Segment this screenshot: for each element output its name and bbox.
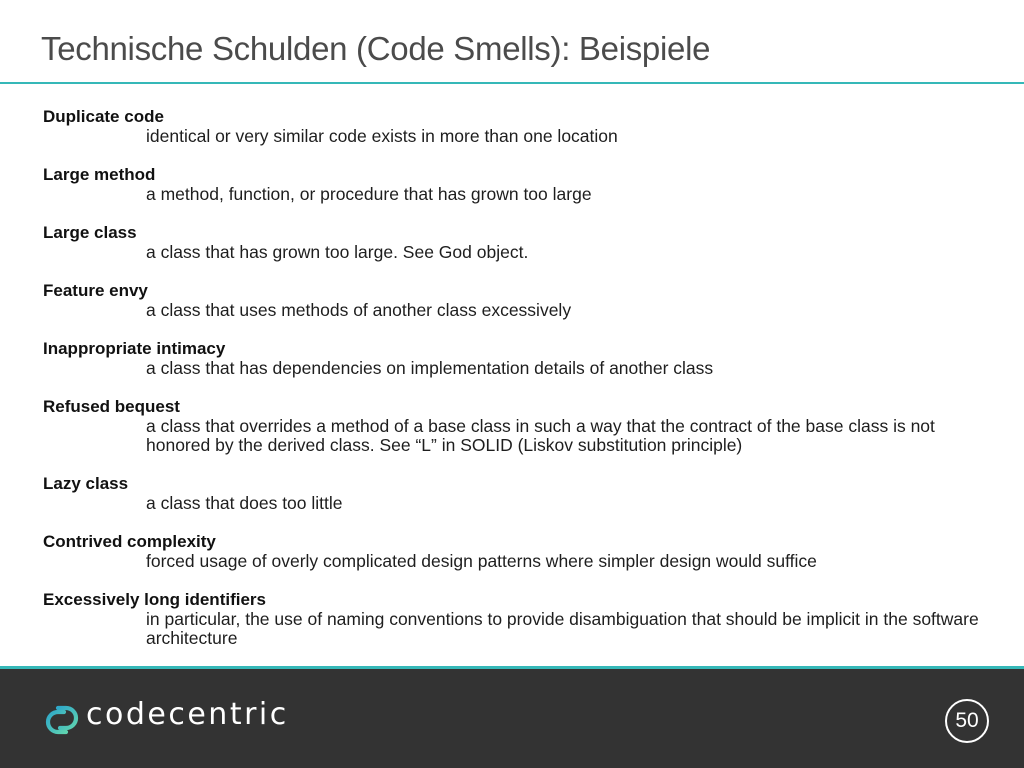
list-item [43, 397, 993, 455]
slide-title: Technische Schulden (Code Smells): Beispiele [41, 30, 711, 67]
title-divider [0, 82, 1024, 84]
brand-name: codecentric [86, 697, 289, 732]
list-item [43, 532, 993, 571]
smell-description: a method, function, or procedure that has grown too large [146, 184, 592, 204]
list-item [43, 107, 993, 146]
code-smell-list [43, 107, 993, 667]
page-number: 50 [945, 699, 989, 743]
list-item [43, 339, 993, 378]
smell-term: Duplicate code [43, 107, 164, 126]
smell-term: Excessively long identifiers [43, 590, 266, 609]
footer-bar [0, 669, 1024, 768]
smell-term: Lazy class [43, 474, 129, 493]
list-item [43, 165, 993, 204]
smell-description: forced usage of overly complicated design patterns where simpler design would suffice [146, 551, 817, 571]
list-item [43, 474, 993, 513]
smell-term: Feature envy [43, 281, 148, 300]
smell-description: in particular, the use of naming conventions to provide disambiguation that should be implicit in the software architecture [146, 609, 979, 648]
smell-term: Large method [43, 165, 156, 184]
list-item [43, 281, 993, 320]
smell-term: Inappropriate intimacy [43, 339, 226, 358]
codecentric-swirl-logo-icon [44, 704, 80, 736]
smell-term: Contrived complexity [43, 532, 216, 551]
smell-term: Large class [43, 223, 137, 242]
smell-description: a class that uses methods of another class excessively [146, 300, 572, 320]
list-item [43, 223, 993, 262]
smell-term: Refused bequest [43, 397, 180, 416]
list-item [43, 590, 993, 648]
smell-description: a class that overrides a method of a base class in such a way that the contract of the base class is not honored by the derived class. See “L” in SOLID (Liskov substitution principle) [146, 416, 935, 455]
smell-description: a class that does too little [146, 493, 343, 513]
smell-description: a class that has grown too large. See God object. [146, 242, 529, 262]
smell-description: identical or very similar code exists in more than one location [146, 126, 618, 146]
smell-description: a class that has dependencies on implementation details of another class [146, 358, 714, 378]
